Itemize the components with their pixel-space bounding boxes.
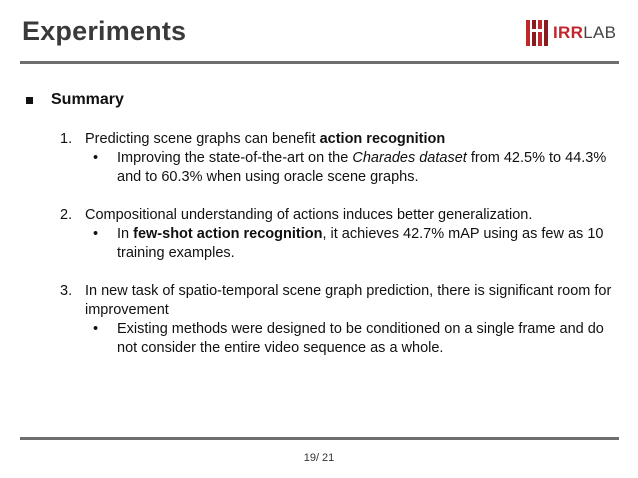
sub-list-item-text: Existing methods were designed to be conditioned on a single frame and do not consider the entire video sequence as a whole.: [117, 321, 604, 356]
page-number: 19/ 21: [303, 452, 335, 464]
irrlab-logo-icon: [526, 20, 548, 46]
list-item: [60, 282, 620, 358]
sub-list-item-text: In few-shot action recognition, it achieves 42.7% mAP using as few as 10 training examples.: [117, 226, 604, 261]
irrlab-logo: [526, 20, 616, 46]
logo-text: [553, 20, 616, 46]
logo-text-irr: IRR: [553, 23, 584, 42]
summary-list: [60, 130, 620, 377]
list-item-number: 3.: [60, 283, 73, 299]
bold-phrase: few-shot action recognition: [133, 226, 323, 242]
bullet-icon: •: [93, 321, 99, 337]
slide-title: Experiments: [22, 16, 187, 46]
list-item-number: 2.: [60, 207, 73, 223]
list-item-number: 1.: [60, 131, 73, 147]
italic-phrase: Charades dataset: [352, 150, 467, 166]
list-item-text: Predicting scene graphs can benefit action recognition: [85, 131, 446, 147]
sub-list-item: [93, 149, 620, 187]
bold-phrase: action recognition: [319, 131, 446, 147]
list-item-text: In new task of spatio-temporal scene graph prediction, there is significant room for improvement: [85, 283, 612, 318]
section-label: Summary: [51, 91, 124, 108]
footer-divider: [20, 437, 619, 440]
title-divider: [20, 61, 619, 64]
logo-text-lab: LAB: [583, 23, 617, 42]
sub-list-item: [93, 225, 620, 263]
square-bullet-icon: [26, 97, 33, 104]
list-item: [60, 206, 620, 263]
list-item-text: Compositional understanding of actions induces better generalization.: [85, 207, 533, 223]
sub-list-item: [93, 320, 620, 358]
bullet-icon: •: [93, 150, 99, 166]
bullet-icon: •: [93, 226, 99, 242]
sub-list-item-text: Improving the state-of-the-art on the Charades dataset from 42.5% to 44.3% and to 60.3% when using oracle scene graphs.: [117, 150, 607, 185]
list-item: [60, 130, 620, 187]
section-heading: [22, 91, 124, 109]
